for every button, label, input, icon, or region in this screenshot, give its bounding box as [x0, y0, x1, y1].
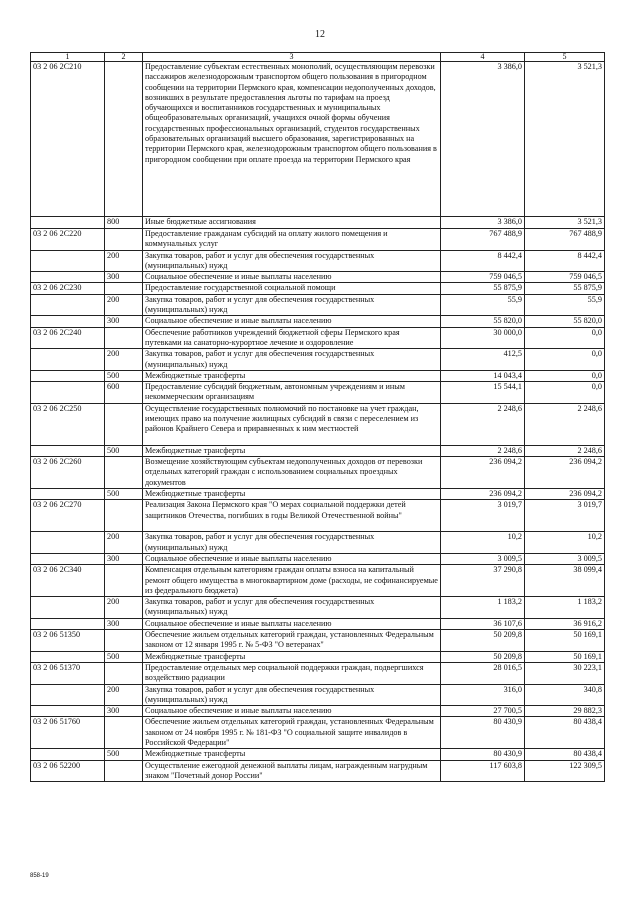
expense-kind-cell: 500	[105, 445, 143, 456]
description-cell: Закупка товаров, работ и услуг для обеспечения государственных (муниципальных) нужд	[143, 250, 441, 272]
amount-year2-cell: 80 438,4	[525, 749, 605, 760]
amount-year2-cell: 36 916,2	[525, 618, 605, 629]
page-number: 12	[315, 29, 325, 40]
amount-year1-cell: 3 009,5	[441, 553, 525, 564]
description-cell: Закупка товаров, работ и услуг для обеспечения государственных (муниципальных) нужд	[143, 597, 441, 619]
code-cell	[31, 706, 105, 717]
expense-kind-cell: 500	[105, 370, 143, 381]
expense-kind-cell	[105, 403, 143, 445]
code-cell	[31, 684, 105, 706]
amount-year1-cell: 3 019,7	[441, 500, 525, 532]
header-col-5: 5	[525, 53, 605, 62]
description-cell: Обеспечение жильем отдельных категорий граждан, установленных Федеральным законом от 12 января 1995 г. № 5-ФЗ "О ветеранах"	[143, 630, 441, 652]
amount-year2-cell: 30 223,1	[525, 662, 605, 684]
expense-kind-cell	[105, 62, 143, 217]
amount-year1-cell: 412,5	[441, 349, 525, 371]
description-cell: Закупка товаров, работ и услуг для обеспечения государственных (муниципальных) нужд	[143, 684, 441, 706]
amount-year2-cell: 55 875,9	[525, 283, 605, 294]
description-cell: Компенсация отдельным категориям граждан оплаты взноса на капитальный ремонт общего имущества в многоквартирном доме (расходы, не софинансируемые из федерального бюджета)	[143, 565, 441, 597]
code-cell	[31, 618, 105, 629]
amount-year1-cell: 3 386,0	[441, 62, 525, 217]
table-row	[31, 717, 605, 749]
table-row	[31, 651, 605, 662]
table-row	[31, 445, 605, 456]
table-row	[31, 760, 605, 782]
expense-kind-cell: 200	[105, 597, 143, 619]
amount-year2-cell: 3 521,3	[525, 217, 605, 229]
amount-year1-cell: 759 046,5	[441, 272, 525, 283]
amount-year2-cell: 340,8	[525, 684, 605, 706]
amount-year1-cell: 50 209,8	[441, 651, 525, 662]
code-cell	[31, 553, 105, 564]
expense-kind-cell: 300	[105, 618, 143, 629]
amount-year1-cell: 8 442,4	[441, 250, 525, 272]
description-cell: Закупка товаров, работ и услуг для обеспечения государственных (муниципальных) нужд	[143, 349, 441, 371]
amount-year2-cell: 0,0	[525, 327, 605, 349]
amount-year2-cell: 2 248,6	[525, 403, 605, 445]
table-row	[31, 662, 605, 684]
code-cell: 03 2 06 2С220	[31, 229, 105, 251]
code-cell: 03 2 06 2С240	[31, 327, 105, 349]
description-cell: Закупка товаров, работ и услуг для обеспечения государственных (муниципальных) нужд	[143, 294, 441, 316]
description-cell: Социальное обеспечение и иные выплаты населению	[143, 316, 441, 327]
table-row	[31, 706, 605, 717]
description-cell: Социальное обеспечение и иные выплаты населению	[143, 618, 441, 629]
description-cell: Социальное обеспечение и иные выплаты населению	[143, 272, 441, 283]
code-cell: 03 2 06 51370	[31, 662, 105, 684]
amount-year1-cell: 117 603,8	[441, 760, 525, 782]
amount-year1-cell: 10,2	[441, 532, 525, 554]
amount-year1-cell: 80 430,9	[441, 717, 525, 749]
header-col-4: 4	[441, 53, 525, 62]
description-cell: Межбюджетные трансферты	[143, 445, 441, 456]
code-cell: 03 2 06 51760	[31, 717, 105, 749]
expense-kind-cell: 300	[105, 272, 143, 283]
amount-year1-cell: 3 386,0	[441, 217, 525, 229]
expense-kind-cell: 300	[105, 553, 143, 564]
code-cell	[31, 250, 105, 272]
amount-year2-cell: 3 521,3	[525, 62, 605, 217]
amount-year1-cell: 1 183,2	[441, 597, 525, 619]
code-cell: 03 2 06 2С270	[31, 500, 105, 532]
budget-table	[30, 52, 605, 782]
table-row	[31, 294, 605, 316]
amount-year1-cell: 80 430,9	[441, 749, 525, 760]
expense-kind-cell: 200	[105, 349, 143, 371]
amount-year2-cell: 55 820,0	[525, 316, 605, 327]
table-row	[31, 500, 605, 532]
table-row	[31, 370, 605, 381]
code-cell	[31, 370, 105, 381]
amount-year1-cell: 2 248,6	[441, 403, 525, 445]
header-col-1: 1	[31, 53, 105, 62]
expense-kind-cell: 500	[105, 489, 143, 500]
description-cell: Иные бюджетные ассигнования	[143, 217, 441, 229]
table-row	[31, 229, 605, 251]
table-row	[31, 403, 605, 445]
amount-year1-cell: 236 094,2	[441, 489, 525, 500]
expense-kind-cell	[105, 662, 143, 684]
amount-year1-cell: 236 094,2	[441, 457, 525, 489]
code-cell: 03 2 06 2С250	[31, 403, 105, 445]
code-cell	[31, 445, 105, 456]
expense-kind-cell: 300	[105, 316, 143, 327]
expense-kind-cell: 600	[105, 382, 143, 404]
expense-kind-cell: 500	[105, 651, 143, 662]
amount-year2-cell: 55,9	[525, 294, 605, 316]
table-row	[31, 684, 605, 706]
code-cell: 03 2 06 2С340	[31, 565, 105, 597]
code-cell	[31, 597, 105, 619]
amount-year1-cell: 36 107,6	[441, 618, 525, 629]
table-row	[31, 565, 605, 597]
amount-year1-cell: 37 290,8	[441, 565, 525, 597]
amount-year1-cell: 28 016,5	[441, 662, 525, 684]
description-cell: Межбюджетные трансферты	[143, 651, 441, 662]
code-cell	[31, 532, 105, 554]
amount-year2-cell: 80 438,4	[525, 717, 605, 749]
amount-year2-cell: 29 882,3	[525, 706, 605, 717]
description-cell: Межбюджетные трансферты	[143, 370, 441, 381]
description-cell: Предоставление гражданам субсидий на оплату жилого помещения и коммунальных услуг	[143, 229, 441, 251]
amount-year1-cell: 55 820,0	[441, 316, 525, 327]
amount-year1-cell: 27 700,5	[441, 706, 525, 717]
table-row	[31, 62, 605, 217]
code-cell: 03 2 06 52200	[31, 760, 105, 782]
code-cell	[31, 294, 105, 316]
amount-year2-cell: 3 019,7	[525, 500, 605, 532]
code-cell: 03 2 06 51350	[31, 630, 105, 652]
expense-kind-cell	[105, 283, 143, 294]
expense-kind-cell	[105, 630, 143, 652]
description-cell: Социальное обеспечение и иные выплаты населению	[143, 706, 441, 717]
description-cell: Обеспечение жильем отдельных категорий граждан, установленных Федеральным законом от 24 ноября 1995 г. № 181-ФЗ "О социальной защите инвалидов в Российской Федерации"	[143, 717, 441, 749]
amount-year2-cell: 1 183,2	[525, 597, 605, 619]
code-cell: 03 2 06 2С260	[31, 457, 105, 489]
table-row	[31, 553, 605, 564]
amount-year2-cell: 8 442,4	[525, 250, 605, 272]
expense-kind-cell	[105, 327, 143, 349]
description-cell: Осуществление ежегодной денежной выплаты лицам, награжденным нагрудным знаком "Почетный донор России"	[143, 760, 441, 782]
code-cell	[31, 217, 105, 229]
expense-kind-cell: 800	[105, 217, 143, 229]
amount-year2-cell: 50 169,1	[525, 651, 605, 662]
amount-year2-cell: 0,0	[525, 349, 605, 371]
description-cell: Реализация Закона Пермского края "О мерах социальной поддержки детей защитников Отечества, погибших в годы Великой Отечественной войны"	[143, 500, 441, 532]
amount-year2-cell: 0,0	[525, 370, 605, 381]
table-row	[31, 349, 605, 371]
description-cell: Предоставление государственной социальной помощи	[143, 283, 441, 294]
table-row	[31, 283, 605, 294]
expense-kind-cell	[105, 500, 143, 532]
code-cell: 03 2 06 2С230	[31, 283, 105, 294]
amount-year2-cell: 236 094,2	[525, 457, 605, 489]
expense-kind-cell: 200	[105, 250, 143, 272]
amount-year1-cell: 2 248,6	[441, 445, 525, 456]
expense-kind-cell: 500	[105, 749, 143, 760]
amount-year1-cell: 14 043,4	[441, 370, 525, 381]
description-cell: Предоставление субъектам естественных монополий, осуществляющим перевозки пассажиров железнодорожным транспортом общего пользования в пригородном сообщении на территории Пермского края, компенсации недополученных доходов, возникших в результате предоставления льготы по тарифам на проезд обучающихся и воспитанников государственных и муниципальных общеобразовательных организаций, учащихся очной формы обучения государственных профессиональных организаций, студентов государственных образовательных организаций высшего образования, зарегистрированных на территории Пермского края, железнодорожным транспортом общего пользования в пригородном сообщении при оплате проезда на территории Пермского края	[143, 62, 441, 217]
amount-year1-cell: 50 209,8	[441, 630, 525, 652]
amount-year2-cell: 759 046,5	[525, 272, 605, 283]
code-cell	[31, 272, 105, 283]
amount-year1-cell: 15 544,1	[441, 382, 525, 404]
code-cell	[31, 382, 105, 404]
amount-year1-cell: 30 000,0	[441, 327, 525, 349]
expense-kind-cell	[105, 457, 143, 489]
amount-year1-cell: 55 875,9	[441, 283, 525, 294]
table-row	[31, 382, 605, 404]
amount-year2-cell: 767 488,9	[525, 229, 605, 251]
description-cell: Обеспечение работников учреждений бюджетной сферы Пермского края путевками на санаторно-курортное лечение и оздоровление	[143, 327, 441, 349]
expense-kind-cell: 200	[105, 684, 143, 706]
table-row	[31, 217, 605, 229]
expense-kind-cell	[105, 565, 143, 597]
amount-year1-cell: 767 488,9	[441, 229, 525, 251]
code-cell	[31, 316, 105, 327]
code-cell	[31, 651, 105, 662]
amount-year1-cell: 316,0	[441, 684, 525, 706]
description-cell: Социальное обеспечение и иные выплаты населению	[143, 553, 441, 564]
table-row	[31, 630, 605, 652]
description-cell: Предоставление субсидий бюджетным, автономным учреждениям и иным некоммерческим организациям	[143, 382, 441, 404]
amount-year2-cell: 236 094,2	[525, 489, 605, 500]
expense-kind-cell	[105, 717, 143, 749]
expense-kind-cell: 200	[105, 294, 143, 316]
amount-year2-cell: 38 099,4	[525, 565, 605, 597]
header-col-3: 3	[143, 53, 441, 62]
description-cell: Предоставление отдельных мер социальной поддержки граждан, подвергшихся воздействию радиации	[143, 662, 441, 684]
description-cell: Межбюджетные трансферты	[143, 489, 441, 500]
code-cell	[31, 749, 105, 760]
table-row	[31, 250, 605, 272]
expense-kind-cell	[105, 760, 143, 782]
description-cell: Межбюджетные трансферты	[143, 749, 441, 760]
table-header-row	[31, 53, 605, 62]
table-row	[31, 327, 605, 349]
amount-year2-cell: 3 009,5	[525, 553, 605, 564]
table-row	[31, 532, 605, 554]
table-row	[31, 316, 605, 327]
amount-year1-cell: 55,9	[441, 294, 525, 316]
description-cell: Осуществление государственных полномочий по постановке на учет граждан, имеющих право на получение жилищных субсидий в связи с переселением из районов Крайнего Севера и приравненных к ним местностей	[143, 403, 441, 445]
amount-year2-cell: 50 169,1	[525, 630, 605, 652]
table-row	[31, 618, 605, 629]
table-row	[31, 272, 605, 283]
expense-kind-cell: 200	[105, 532, 143, 554]
description-cell: Возмещение хозяйствующим субъектам недополученных доходов от перевозки отдельных категорий граждан с использованием социальных проездных документов	[143, 457, 441, 489]
code-cell: 03 2 06 2С210	[31, 62, 105, 217]
code-cell	[31, 489, 105, 500]
expense-kind-cell	[105, 229, 143, 251]
code-cell	[31, 349, 105, 371]
footer-code: 858-19	[30, 873, 49, 879]
table-row	[31, 489, 605, 500]
table-row	[31, 597, 605, 619]
table-row	[31, 457, 605, 489]
amount-year2-cell: 10,2	[525, 532, 605, 554]
amount-year2-cell: 2 248,6	[525, 445, 605, 456]
header-col-2: 2	[105, 53, 143, 62]
table-row	[31, 749, 605, 760]
description-cell: Закупка товаров, работ и услуг для обеспечения государственных (муниципальных) нужд	[143, 532, 441, 554]
amount-year2-cell: 122 309,5	[525, 760, 605, 782]
amount-year2-cell: 0,0	[525, 382, 605, 404]
expense-kind-cell: 300	[105, 706, 143, 717]
